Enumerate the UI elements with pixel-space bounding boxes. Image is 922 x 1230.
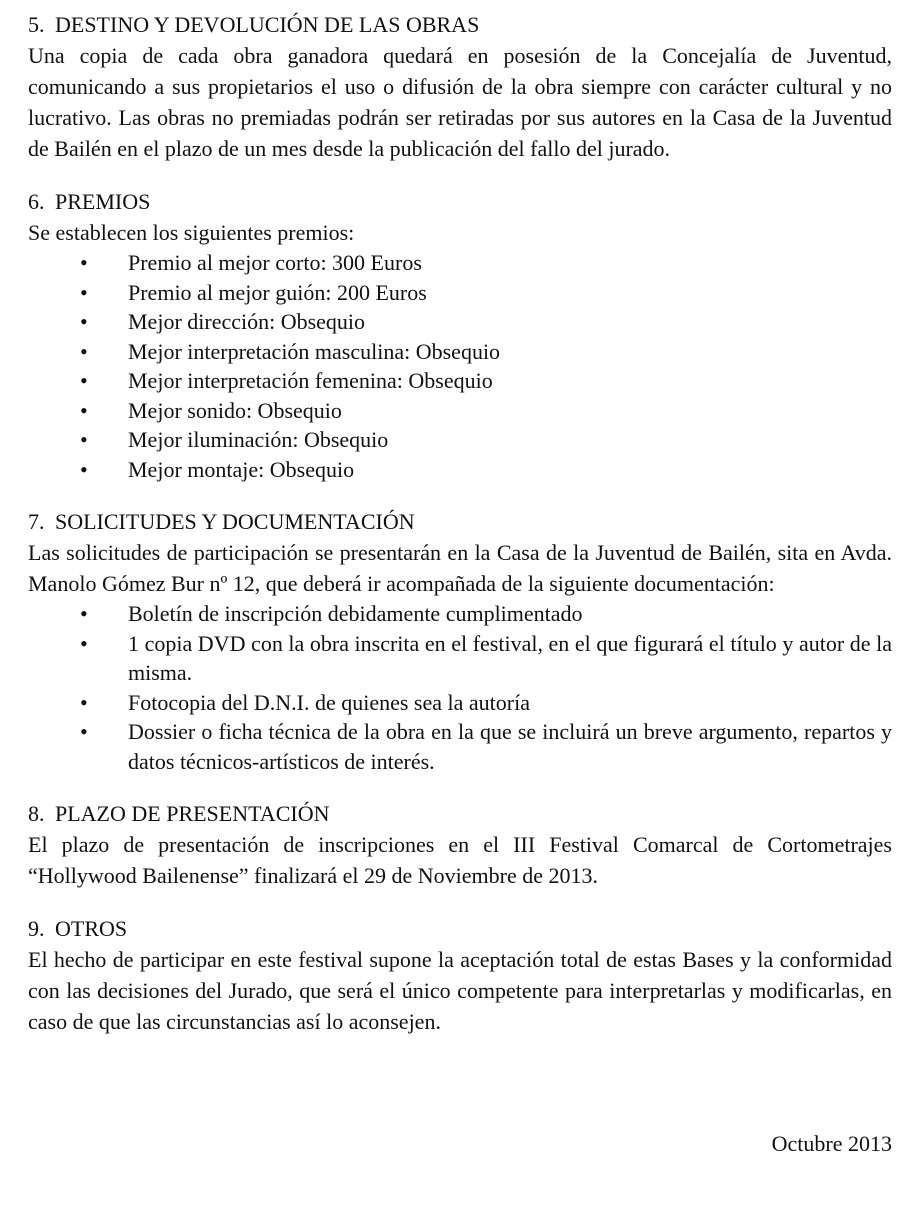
list-item: • Premio al mejor corto: 300 Euros — [128, 248, 892, 278]
section-title: SOLICITUDES Y DOCUMENTACIÓN — [55, 509, 415, 534]
section-number: 7. — [28, 509, 45, 534]
section-title: OTROS — [55, 916, 128, 941]
paragraph: Se establecen los siguientes premios: — [28, 220, 355, 245]
section-number: 6. — [28, 189, 45, 214]
section-heading — [28, 186, 892, 217]
footer-date: Octubre 2013 — [771, 1131, 892, 1156]
list-item: • Boletín de inscripción debidamente cumplimentado — [128, 599, 892, 629]
bullet-list — [28, 599, 892, 776]
list-item: • Mejor iluminación: Obsequio — [128, 425, 892, 455]
list-item: • Mejor interpretación masculina: Obsequio — [128, 337, 892, 367]
section-number: 8. — [28, 801, 45, 826]
list-item: • Mejor montaje: Obsequio — [128, 455, 892, 485]
section-number: 9. — [28, 916, 45, 941]
list-item: • Premio al mejor guión: 200 Euros — [128, 278, 892, 308]
section-destino — [28, 9, 892, 164]
list-item: • 1 copia DVD con la obra inscrita en el festival, en el que figurará el título y autor de la misma. — [128, 629, 892, 688]
list-item: • Dossier o ficha técnica de la obra en la que se incluirá un breve argumento, repartos y datos técnicos-artísticos de interés. — [128, 717, 892, 776]
section-plazo — [28, 798, 892, 891]
paragraph: El hecho de participar en este festival supone la aceptación total de estas Bases y la conformidad con las decisiones del Jurado, que será el único competente para interpretarlas y modificarlas, en caso de que las circunstancias así lo aconsejen. — [28, 947, 892, 1034]
section-title: PREMIOS — [55, 189, 151, 214]
section-title: PLAZO DE PRESENTACIÓN — [55, 801, 330, 826]
section-heading — [28, 9, 892, 40]
section-number: 5. — [28, 12, 45, 37]
list-item: • Mejor interpretación femenina: Obsequio — [128, 366, 892, 396]
footer — [28, 1128, 892, 1159]
section-heading — [28, 506, 892, 537]
section-heading — [28, 798, 892, 829]
bullet-list — [28, 248, 892, 484]
paragraph: Una copia de cada obra ganadora quedará en posesión de la Concejalía de Juventud, comunicando a sus propietarios el uso o difusión de la obra siempre con carácter cultural y no lucrativo. Las obras no premiadas podrán ser retiradas por sus autores en la Casa de la Juventud de Bailén en el plazo de un mes desde la publicación del fallo del jurado. — [28, 43, 892, 161]
section-solicitudes — [28, 506, 892, 776]
list-item: • Fotocopia del D.N.I. de quienes sea la autoría — [128, 688, 892, 718]
section-title: DESTINO Y DEVOLUCIÓN DE LAS OBRAS — [55, 12, 480, 37]
section-otros — [28, 913, 892, 1037]
paragraph: Las solicitudes de participación se presentarán en la Casa de la Juventud de Bailén, sita en Avda. Manolo Gómez Bur nº 12, que deberá ir acompañada de la siguiente documentación: — [28, 540, 892, 596]
section-heading — [28, 913, 892, 944]
section-premios — [28, 186, 892, 484]
list-item: • Mejor dirección: Obsequio — [128, 307, 892, 337]
list-item: • Mejor sonido: Obsequio — [128, 396, 892, 426]
paragraph: El plazo de presentación de inscripciones en el III Festival Comarcal de Cortometrajes “Hollywood Bailenense” finalizará el 29 de Noviembre de 2013. — [28, 832, 892, 888]
